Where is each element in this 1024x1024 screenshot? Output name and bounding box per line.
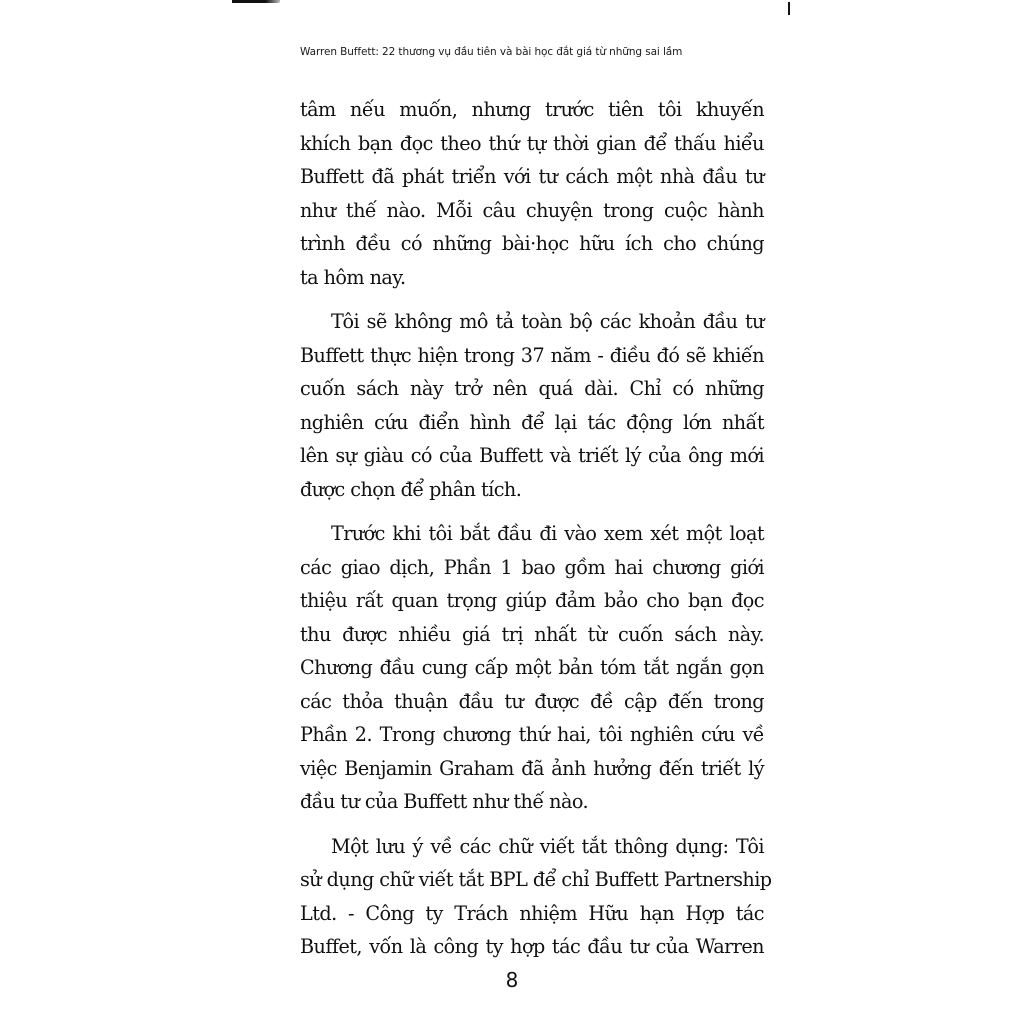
text-line: lên sự giàu có của Buffett và triết lý của ông mới <box>300 444 764 467</box>
text-line: đầu tư của Buffett như thế nào. <box>300 790 589 813</box>
scan-edge-mark-left <box>232 0 280 3</box>
text-line: cuốn sách này trở nên quá dài. Chỉ có những <box>300 377 764 400</box>
text-line: Chương đầu cung cấp một bản tóm tắt ngắn gọn <box>300 656 764 679</box>
text-line: việc Benjamin Graham đã ảnh hưởng đến triết lý <box>300 756 764 780</box>
text-line: Phần 2. Trong chương thứ hai, tôi nghiên cứu về <box>300 723 764 746</box>
text-line: Một lưu ý về các chữ viết tắt thông dụng: Tôi <box>331 834 764 858</box>
text-line: Buffett thực hiện trong 37 năm - điều đó sẽ khiến <box>300 343 764 367</box>
text-line: trình đều có những bài·học hữu ích cho chúng <box>300 232 764 255</box>
running-header: Warren Buffett: 22 thương vụ đầu tiên và bài học đắt giá từ những sai lầm <box>300 46 683 58</box>
text-line: Tôi sẽ không mô tả toàn bộ các khoản đầu tư <box>331 310 764 333</box>
page-body <box>300 93 772 964</box>
text-line: Buffett đã phát triển với tư cách một nhà đầu tư <box>300 165 764 188</box>
text-line: như thế nào. Mỗi câu chuyện trong cuộc hành <box>300 198 764 222</box>
text-line: sử dụng chữ viết tắt BPL để chỉ Buffett Partnership <box>300 868 772 891</box>
text-line: Trước khi tôi bắt đầu đi vào xem xét một loạt <box>331 522 764 545</box>
text-line: khích bạn đọc theo thứ tự thời gian để thấu hiểu <box>300 131 764 155</box>
text-line: nghiên cứu điển hình để lại tác động lớn nhất <box>300 410 764 434</box>
scan-edge-mark-right <box>788 2 790 15</box>
paragraph-2 <box>300 305 764 506</box>
text-line: thu được nhiều giá trị nhất từ cuốn sách này. <box>300 622 764 646</box>
text-line: thiệu rất quan trọng giúp đảm bảo cho bạn đọc <box>300 589 764 612</box>
paragraph-4 <box>300 830 772 964</box>
text-line: Buffet, vốn là công ty hợp tác đầu tư của Warren <box>300 935 764 958</box>
page-number: 8 <box>505 968 519 992</box>
paragraph-3 <box>300 517 764 819</box>
text-line: các giao dịch, Phần 1 bao gồm hai chương giới <box>300 555 764 579</box>
paragraph-1 <box>300 93 764 294</box>
text-line: tâm nếu muốn, nhưng trước tiên tôi khuyến <box>300 98 764 121</box>
text-line: Ltd. - Công ty Trách nhiệm Hữu hạn Hợp tác <box>300 901 764 925</box>
text-line: được chọn để phân tích. <box>300 477 522 501</box>
text-line: các thỏa thuận đầu tư được đề cập đến trong <box>300 689 764 713</box>
text-line: ta hôm nay. <box>300 265 406 289</box>
